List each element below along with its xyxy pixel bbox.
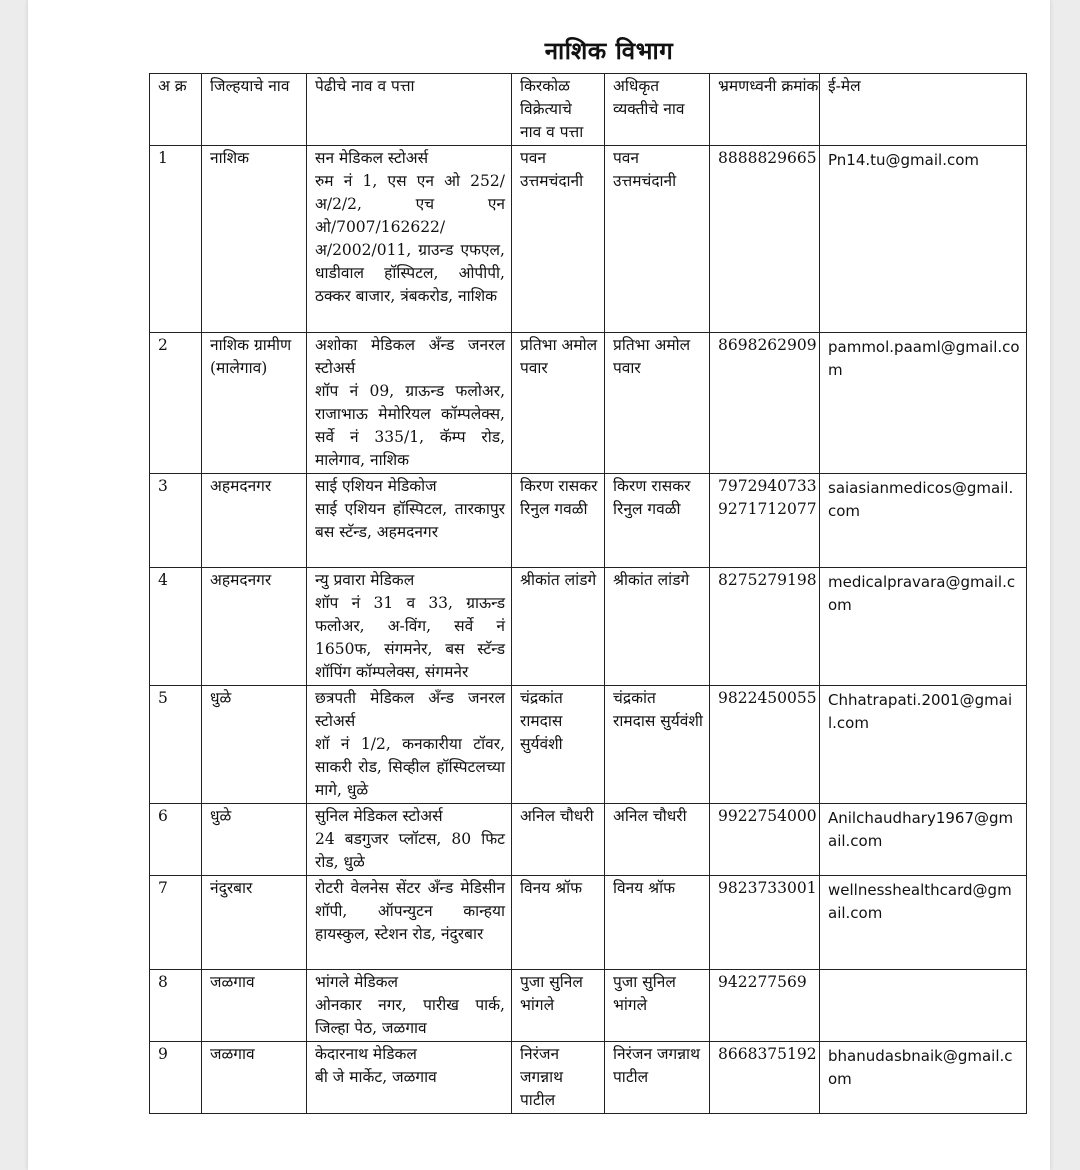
cell-sr: 8 bbox=[150, 970, 202, 1042]
cell-district: धुळे bbox=[202, 804, 307, 876]
page-title: नाशिक विभाग bbox=[544, 37, 674, 65]
cell-person: श्रीकांत लांडगे bbox=[605, 568, 710, 686]
table-row bbox=[150, 568, 1027, 686]
shop-name: भांगले मेडिकल bbox=[315, 973, 399, 991]
shop-name: सन मेडिकल स्टोअर्स bbox=[315, 149, 429, 167]
cell-retailer: किरण रासकर रिनुल गवळी bbox=[512, 474, 605, 568]
cell-shop bbox=[307, 804, 512, 876]
shop-address: शॉप नं 31 व 33, ग्राऊन्ड फलोअर, अ-विंग, सर्वे नं 1650फ, संगमनेर, बस स्टॅन्ड शॉपिंग कॉम्पलेक्स, संगमनेर bbox=[315, 594, 505, 681]
cell-district: नाशिक bbox=[202, 146, 307, 333]
cell-person: किरण रासकर रिनुल गवळी bbox=[605, 474, 710, 568]
cell-phone: 9822450055 bbox=[710, 686, 820, 804]
cell-phone: 8888829665 bbox=[710, 146, 820, 333]
cell-phone: 7972940733 9271712077 bbox=[710, 474, 820, 568]
cell-retailer: श्रीकांत लांडगे bbox=[512, 568, 605, 686]
cell-email: Chhatrapati.2001@gmail.com bbox=[820, 686, 1027, 804]
cell-phone: 8275279198 bbox=[710, 568, 820, 686]
cell-phone: 9823733001 bbox=[710, 876, 820, 970]
table-row bbox=[150, 1042, 1027, 1114]
cell-shop bbox=[307, 970, 512, 1042]
shop-name: साई एशियन मेडिकोज bbox=[315, 477, 437, 495]
cell-sr: 2 bbox=[150, 333, 202, 474]
cell-district: धुळे bbox=[202, 686, 307, 804]
cell-district: अहमदनगर bbox=[202, 474, 307, 568]
cell-person: अनिल चौधरी bbox=[605, 804, 710, 876]
cell-sr: 5 bbox=[150, 686, 202, 804]
cell-shop bbox=[307, 1042, 512, 1114]
table-row bbox=[150, 333, 1027, 474]
cell-shop bbox=[307, 686, 512, 804]
shop-address: बी जे मार्केट, जळगाव bbox=[315, 1068, 437, 1086]
cell-sr: 9 bbox=[150, 1042, 202, 1114]
table-row bbox=[150, 686, 1027, 804]
table-row bbox=[150, 876, 1027, 970]
cell-district: अहमदनगर bbox=[202, 568, 307, 686]
cell-sr: 4 bbox=[150, 568, 202, 686]
cell-shop bbox=[307, 474, 512, 568]
cell-shop bbox=[307, 568, 512, 686]
retailers-table bbox=[149, 73, 1027, 1114]
header-shop: पेढीचे नाव व पत्ता bbox=[307, 74, 512, 146]
cell-person: पुजा सुनिल भांगले bbox=[605, 970, 710, 1042]
shop-address: ओनकार नगर, पारीख पार्क, जिल्हा पेठ, जळगाव bbox=[315, 996, 505, 1037]
shop-name: सुनिल मेडिकल स्टोअर्स bbox=[315, 807, 443, 825]
cell-email: pammol.paaml@gmail.com bbox=[820, 333, 1027, 474]
header-phone: भ्रमणध्वनी क्रमांक bbox=[710, 74, 820, 146]
shop-address: रुम नं 1, एस एन ओ 252/अ/2/2, एच एन ओ/7007/162622/अ/2002/011, ग्राउन्ड एफएल, धाडीवाल हॉस्पिटल, ओपीपी, ठक्कर बाजार, त्रंबकरोड, नाशिक bbox=[315, 172, 505, 305]
header-person: अधिकृत व्यक्तीचे नाव bbox=[605, 74, 710, 146]
cell-district: नाशिक ग्रामीण (मालेगाव) bbox=[202, 333, 307, 474]
shop-address: शॉप नं 09, ग्राऊन्ड फलोअर, राजाभाऊ मेमोरियल कॉम्पलेक्स, सर्वे नं 335/1, कॅम्प रोड, मालेगाव, नाशिक bbox=[315, 382, 505, 469]
cell-retailer: अनिल चौधरी bbox=[512, 804, 605, 876]
cell-retailer: पुजा सुनिल भांगले bbox=[512, 970, 605, 1042]
cell-sr: 3 bbox=[150, 474, 202, 568]
header-sr: अ क्र bbox=[150, 74, 202, 146]
cell-email: bhanudasbnaik@gmail.com bbox=[820, 1042, 1027, 1114]
cell-shop bbox=[307, 146, 512, 333]
table-row bbox=[150, 970, 1027, 1042]
cell-phone: 8698262909 bbox=[710, 333, 820, 474]
document-page bbox=[28, 0, 1050, 1170]
cell-phone: 9922754000 bbox=[710, 804, 820, 876]
header-email: ई-मेल bbox=[820, 74, 1027, 146]
cell-sr: 6 bbox=[150, 804, 202, 876]
cell-person: प्रतिभा अमोल पवार bbox=[605, 333, 710, 474]
cell-district: जळगाव bbox=[202, 970, 307, 1042]
cell-phone: 942277569 bbox=[710, 970, 820, 1042]
cell-retailer: चंद्रकांत रामदास सुर्यवंशी bbox=[512, 686, 605, 804]
shop-name: न्यु प्रवारा मेडिकल bbox=[315, 571, 415, 589]
cell-email: Pn14.tu@gmail.com bbox=[820, 146, 1027, 333]
header-retailer: किरकोळ विक्रेत्याचे नाव व पत्ता bbox=[512, 74, 605, 146]
cell-phone: 8668375192 bbox=[710, 1042, 820, 1114]
cell-sr: 7 bbox=[150, 876, 202, 970]
shop-address: साई एशियन हॉस्पिटल, तारकापुर बस स्टॅन्ड, अहमदनगर bbox=[315, 500, 505, 541]
table-row bbox=[150, 474, 1027, 568]
shop-address: शॉ नं 1/2, कनकारीया टॉवर, साकरी रोड, सिव्हील हॉस्पिटलच्या मागे, धुळे bbox=[315, 735, 505, 799]
table-row bbox=[150, 804, 1027, 876]
cell-retailer: प्रतिभा अमोल पवार bbox=[512, 333, 605, 474]
cell-person: विनय श्रॉफ bbox=[605, 876, 710, 970]
cell-retailer: निरंजन जगन्नाथ पाटील bbox=[512, 1042, 605, 1114]
shop-address: 24 बडगुजर प्लॉटस, 80 फिट रोड, धुळे bbox=[315, 830, 505, 871]
cell-person: निरंजन जगन्नाथ पाटील bbox=[605, 1042, 710, 1114]
shop-name: अशोका मेडिकल अँन्ड जनरल स्टोअर्स bbox=[315, 336, 505, 377]
cell-email: wellnesshealthcard@gmail.com bbox=[820, 876, 1027, 970]
cell-shop bbox=[307, 876, 512, 970]
cell-email: saiasianmedicos@gmail.com bbox=[820, 474, 1027, 568]
cell-shop bbox=[307, 333, 512, 474]
cell-sr: 1 bbox=[150, 146, 202, 333]
cell-retailer: विनय श्रॉफ bbox=[512, 876, 605, 970]
cell-email: medicalpravara@gmail.com bbox=[820, 568, 1027, 686]
cell-email: Anilchaudhary1967@gmail.com bbox=[820, 804, 1027, 876]
shop-name: छत्रपती मेडिकल अँन्ड जनरल स्टोअर्स bbox=[315, 689, 505, 730]
header-district: जिल्हयाचे नाव bbox=[202, 74, 307, 146]
table-row bbox=[150, 146, 1027, 333]
cell-person: चंद्रकांत रामदास सुर्यवंशी bbox=[605, 686, 710, 804]
cell-person: पवन उत्तमचंदानी bbox=[605, 146, 710, 333]
cell-district: जळगाव bbox=[202, 1042, 307, 1114]
shop-address: रोटरी वेलनेस सेंटर अँन्ड मेडिसीन शॉपी, ऑपन्युटन कान्हया हायस्कुल, स्टेशन रोड, नंदुरबार bbox=[315, 879, 505, 943]
cell-district: नंदुरबार bbox=[202, 876, 307, 970]
table-header-row bbox=[150, 74, 1027, 146]
cell-email bbox=[820, 970, 1027, 1042]
cell-retailer: पवन उत्तमचंदानी bbox=[512, 146, 605, 333]
shop-name: केदारनाथ मेडिकल bbox=[315, 1045, 417, 1063]
